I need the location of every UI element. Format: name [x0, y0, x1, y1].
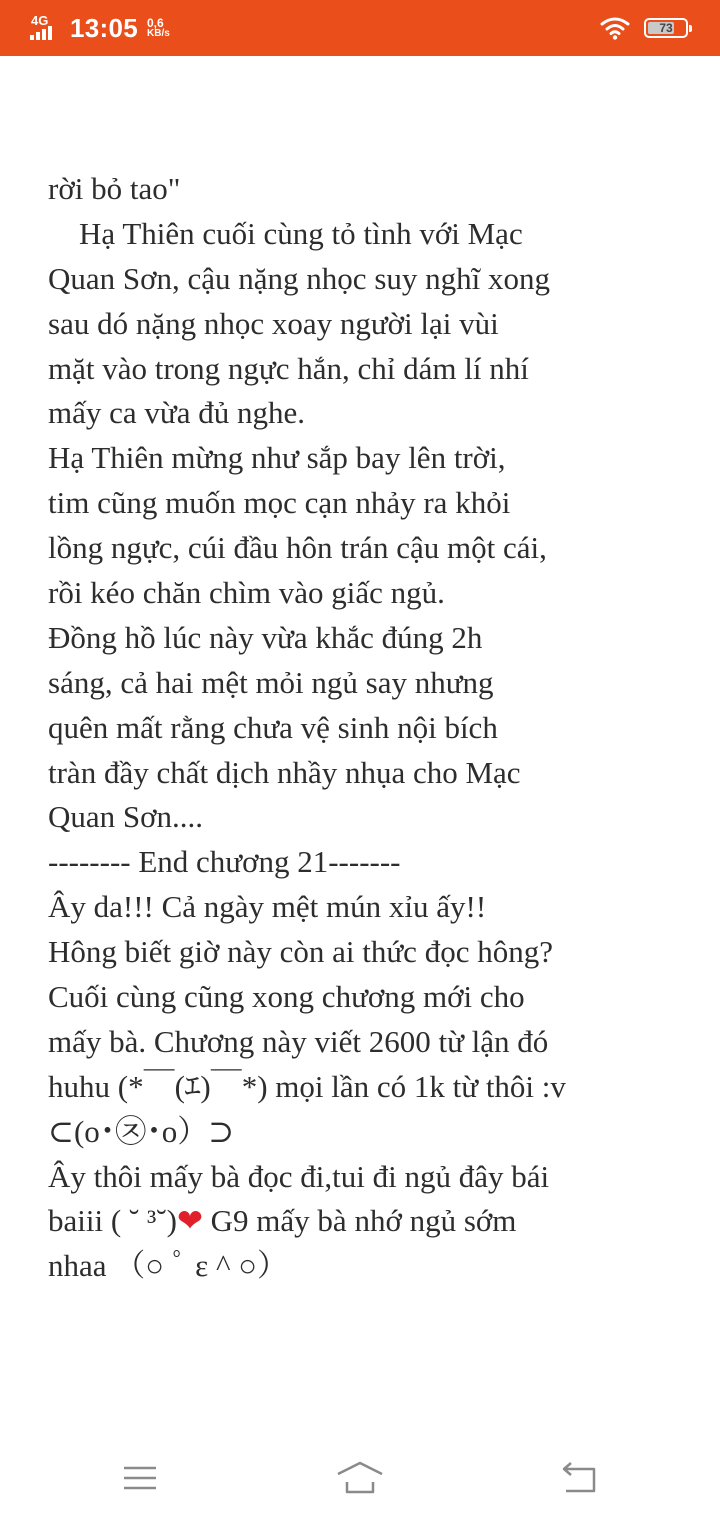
text-line: Hông biết giờ này còn ai thức đọc hông? [48, 934, 553, 970]
text-line: Quan Sơn.... [48, 799, 204, 835]
network-speed-unit: KB/s [147, 28, 170, 39]
network-type: 4G [31, 13, 49, 28]
status-left [30, 10, 170, 46]
cell-signal-icon [30, 13, 60, 43]
home-button[interactable] [330, 1456, 390, 1500]
home-icon [335, 1460, 385, 1496]
text-line: mấy ca vừa đủ nghe. [48, 395, 305, 431]
text-line: mấy bà. Chương này viết 2600 từ lận đó [48, 1023, 549, 1059]
text-fragment: G9 mấy bà nhớ ngủ sớm [202, 1203, 517, 1239]
text-line: Đồng hồ lúc này vừa khắc đúng 2h [48, 619, 483, 655]
chapter-text [48, 167, 678, 1289]
menu-icon [122, 1463, 158, 1493]
menu-button[interactable] [110, 1456, 170, 1500]
text-line: lồng ngực, cúi đầu hôn trán cậu một cái, [48, 530, 547, 566]
text-line: quên mất rằng chưa vệ sinh nội bích [48, 709, 498, 745]
text-line: rồi kéo chăn chìm vào giấc ngủ. [48, 575, 445, 611]
text-line: mặt vào trong ngực hắn, chỉ dám lí nhí [48, 350, 529, 386]
text-line: sáng, cả hai mệt mỏi ngủ say nhưng [48, 664, 494, 700]
text-line: huhu (*￣(ｴ)￣*) mọi lần có 1k từ thôi :v [48, 1068, 566, 1104]
status-right [600, 12, 688, 44]
text-fragment: baiii ( ˘ ³˘) [48, 1203, 177, 1239]
network-speed-value: 0,6 [147, 16, 164, 30]
network-speed [147, 17, 170, 39]
battery-icon [644, 18, 688, 38]
text-line: Cuối cùng cũng xong chương mới cho [48, 979, 525, 1015]
text-line: Ây thôi mấy bà đọc đi,tui đi ngủ đây bái [48, 1158, 550, 1194]
battery-level: 73 [659, 21, 673, 35]
chapter-end-marker: -------- End chương 21------- [48, 844, 401, 880]
back-button[interactable] [550, 1456, 610, 1500]
back-icon [560, 1461, 600, 1495]
text-line: nhaa （○ ﾟ ε ^ ○） [48, 1248, 288, 1284]
navigation-bar [0, 1440, 720, 1520]
status-bar [0, 0, 720, 56]
wifi-icon [600, 16, 630, 40]
clock: 13:05 [70, 12, 138, 43]
text-line: sau dó nặng nhọc xoay người lại vùi [48, 305, 499, 341]
text-line: Ây da!!! Cả ngày mệt mún xỉu ấy!! [48, 889, 487, 925]
text-line: rời bỏ tao" [48, 171, 181, 206]
heart-icon: ❤ [176, 1203, 203, 1239]
text-line: Quan Sơn, cậu nặng nhọc suy nghĩ xong [48, 260, 550, 296]
text-line: Hạ Thiên mừng như sắp bay lên trời, [48, 440, 506, 476]
text-line: Hạ Thiên cuối cùng tỏ tình với Mạc [48, 215, 523, 251]
text-line: tim cũng muốn mọc cạn nhảy ra khỏi [48, 485, 511, 521]
text-line: tràn đầy chất dịch nhầy nhụa cho Mạc [48, 754, 521, 790]
text-line-with-heart [48, 1199, 678, 1244]
text-line: ⊂(o･㉨･o）⊃ [48, 1113, 235, 1149]
